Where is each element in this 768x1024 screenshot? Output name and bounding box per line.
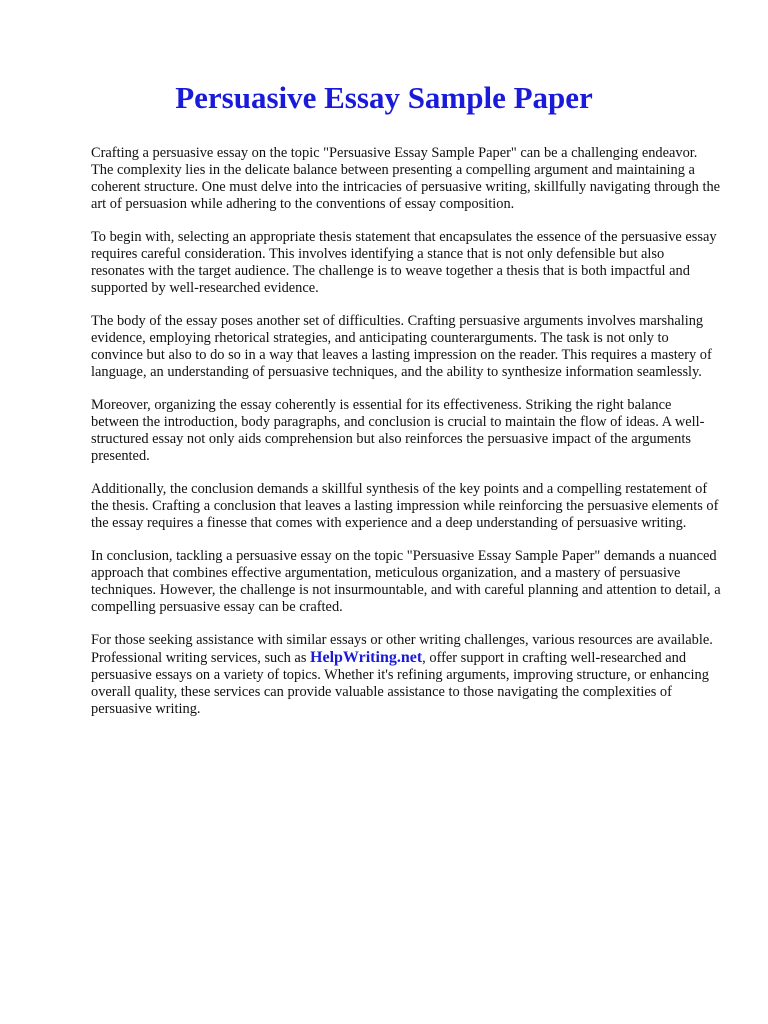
- document-title: Persuasive Essay Sample Paper: [175, 80, 593, 115]
- helpwriting-link[interactable]: HelpWriting.net: [310, 649, 423, 666]
- paragraph-conclusion-demands: Additionally, the conclusion demands a skillful synthesis of the key points and a compelling restatement of the thesis. Crafting a conclusion that leaves a lasting impression while reinforcing the persuasive elements of the essay requires a finesse that comes with experience and a deep understanding of persuasive writing.: [91, 481, 719, 531]
- assistance-text-after-link: , offer support in crafting well-researched and persuasive essays on a variety of topics. Whether it's refining arguments, improving structure, or enhancing overall quality, these services can provide valuable assistance to those navigating the complexities of persuasive writing.: [91, 650, 709, 717]
- paragraph-intro: Crafting a persuasive essay on the topic "Persuasive Essay Sample Paper" can be a challenging endeavor. The complexity lies in the delicate balance between presenting a compelling argument and maintaining a coherent structure. One must delve into the intricacies of persuasive writing, skillfully navigating through the art of persuasion while adhering to the conventions of essay composition.: [91, 145, 721, 212]
- paragraph-assistance: [91, 632, 721, 718]
- document-body: [91, 145, 721, 734]
- paragraph-organization: Moreover, organizing the essay coherently is essential for its effectiveness. Striking the right balance between the introduction, body paragraphs, and conclusion is crucial to maintain the flow of ideas. A well-structured essay not only aids comprehension but also reinforces the persuasive impact of the arguments presented.: [91, 397, 705, 464]
- assistance-text-before-link: For those seeking assistance with similar essays or other writing challenges, various resources are available. Professional writing services, such as: [91, 632, 713, 666]
- paragraph-body: The body of the essay poses another set of difficulties. Crafting persuasive arguments involves marshaling evidence, employing rhetorical strategies, and anticipating counterarguments. The task is not only to convince but also to do so in a way that leaves a lasting impression on the reader. This requires a mastery of language, an understanding of persuasive techniques, and the ability to synthesize information seamlessly.: [91, 313, 712, 380]
- paragraph-in-conclusion: In conclusion, tackling a persuasive essay on the topic "Persuasive Essay Sample Paper" demands a nuanced approach that combines effective argumentation, meticulous organization, and a mastery of persuasive techniques. However, the challenge is not insurmountable, and with careful planning and attention to detail, a compelling persuasive essay can be crafted.: [91, 548, 721, 615]
- paragraph-thesis: To begin with, selecting an appropriate thesis statement that encapsulates the essence of the persuasive essay requires careful consideration. This involves identifying a stance that is not only defensible but also resonates with the target audience. The challenge is to weave together a thesis that is both impactful and supported by well-researched evidence.: [91, 229, 717, 296]
